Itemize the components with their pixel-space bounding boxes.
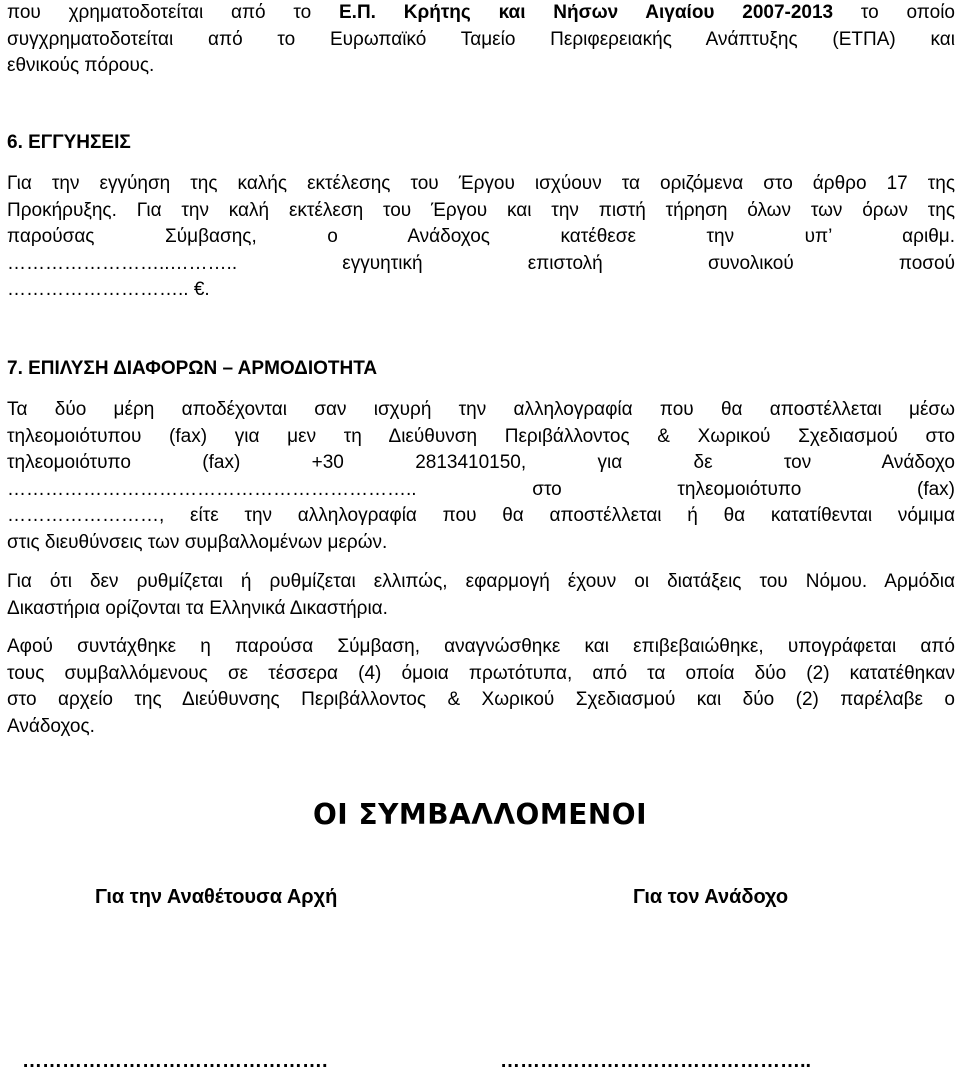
section-7-line: τους συμβαλλόμενους σε τέσσερα (4) όμοια πρωτότυπα, από τα οποία δύο (2) κατατέθηκαν	[7, 662, 955, 684]
intro-paragraph	[7, 0, 955, 80]
contracting-authority-signature-line: ……………………………………….	[22, 1050, 328, 1072]
section-6-line: Προκήρυξης. Για την καλή εκτέλεση του Έργου και την πιστή τήρηση όλων των όρων της	[7, 199, 955, 221]
signatories-title: ΟΙ ΣΥΜΒΑΛΛΟΜΕΝΟΙ	[312, 798, 648, 831]
section-6-line: ……………………….. €.	[7, 279, 210, 300]
section-7-line: στις διευθύνσεις των συμβαλλομένων μερών.	[7, 531, 388, 553]
intro-line-1	[7, 0, 955, 27]
section-7-line: Για ότι δεν ρυθμίζεται ή ρυθμίζεται ελλιπώς, εφαρμογή έχουν οι διατάξεις του Νόμου. Αρμόδια	[7, 571, 955, 592]
section-6-heading: 6. ΕΓΓΥΗΣΕΙΣ	[7, 132, 131, 153]
section-6-line: ……………………..……….. εγγυητική επιστολή συνολικού ποσού	[7, 252, 955, 274]
section-7-line: ……………………………………………………….. στο τηλεομοιότυπο (fax)	[7, 478, 955, 500]
section-7-line: ……………………, είτε την αλληλογραφία που θα αποστέλλεται ή θα κατατίθενται νόμιμα	[7, 505, 955, 526]
intro-line-3: εθνικούς πόρους.	[7, 55, 155, 76]
section-7-line: τηλεομοιότυπου (fax) για μεν τη Διεύθυνση Περιβάλλοντος & Χωρικού Σχεδιασμού στο	[7, 425, 955, 447]
intro-line-2: συγχρηματοδοτείται από το Ευρωπαϊκό Ταμείο Περιφερειακής Ανάπτυξης (ΕΤΠΑ) και	[7, 28, 955, 50]
section-7-paragraph-1	[7, 397, 955, 556]
intro-text: που χρηματοδοτείται από το	[7, 2, 339, 23]
program-name: Ε.Π. Κρήτης και Νήσων Αιγαίου 2007-2013	[339, 2, 834, 23]
section-7-line: Ανάδοχος.	[7, 715, 95, 737]
section-7-line: Τα δύο μέρη αποδέχονται σαν ισχυρή την αλληλογραφία που θα αποστέλλεται μέσω	[7, 399, 955, 420]
section-7-line: Δικαστήρια ορίζονται τα Ελληνικά Δικαστήρια.	[7, 597, 388, 619]
section-6-line: Για την εγγύηση της καλής εκτέλεσης του Έργου ισχύουν τα οριζόμενα στο άρθρο 17 της	[7, 173, 955, 194]
section-7-paragraph-2	[7, 569, 955, 622]
section-6-line: παρούσας Σύμβασης, ο Ανάδοχος κατέθεσε την υπ’ αριθμ.	[7, 226, 955, 247]
contractor-label: Για τον Ανάδοχο	[633, 886, 789, 908]
section-6-paragraph	[7, 171, 955, 304]
section-7-heading: 7. ΕΠΙΛΥΣΗ ΔΙΑΦΟΡΩΝ – ΑΡΜΟΔΙΟΤΗΤΑ	[7, 358, 378, 379]
section-7-line: τηλεομοιότυπο (fax) +30 2813410150, για δε τον Ανάδοχο	[7, 452, 955, 473]
contractor-signature-line: ………………………………………..	[500, 1050, 812, 1072]
contracting-authority-label: Για την Αναθέτουσα Αρχή	[95, 886, 338, 908]
section-7-line: στο αρχείο της Διεύθυνσης Περιβάλλοντος & Χωρικού Σχεδιασμού και δύο (2) παρέλαβε ο	[7, 689, 955, 710]
section-7-paragraph-3	[7, 634, 955, 740]
section-7-line: Αφού συντάχθηκε η παρούσα Σύμβαση, αναγνώσθηκε και επιβεβαιώθηκε, υπογράφεται από	[7, 636, 955, 657]
intro-text: το οποίο	[833, 2, 956, 23]
